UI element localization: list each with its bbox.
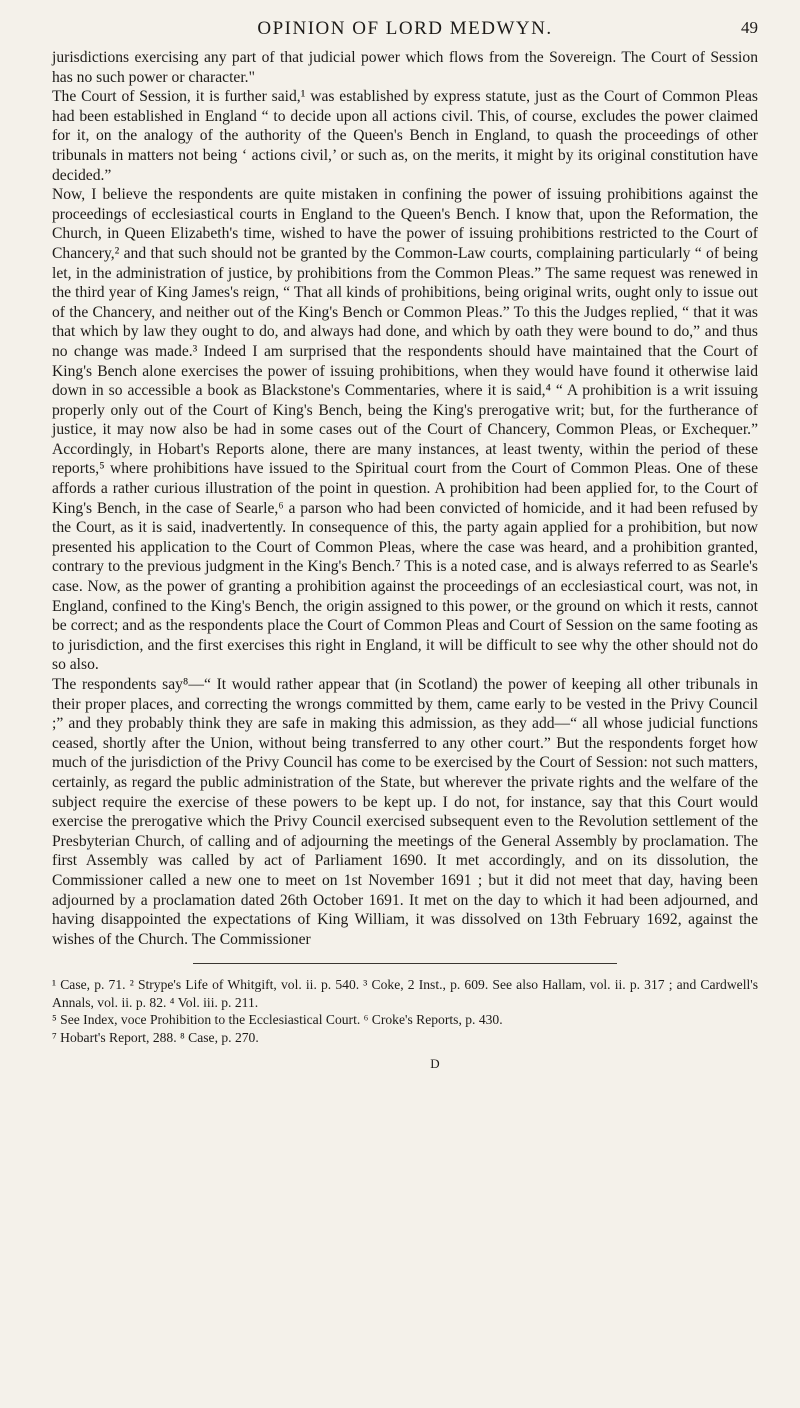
running-head [52,18,758,48]
paragraph-prohibitions: Now, I believe the respondents are quite mistaken in confining the power of issuing prohibitions against the proceedings of ecclesiastical courts in England to the Queen's Bench. I know that, upon the Reformation, the Church, in Queen Elizabeth's time, wished to have the power of issuing prohibitions restricted to the Court of Chancery,² and that such should not be granted by the Common-Law courts, complaining particularly “ of being let, in the administration of justice, by prohibitions from the Common Pleas.” The same request was renewed in the third year of King James's reign, “ That all kinds of prohibitions, being original writs, ought only to issue out of the Chancery, and neither out of the King's Bench or Common Pleas.” To this the Judges replied, “ that it was that which by law they ought to do, and always had done, and which by oath they were bound to do,” and thus no change was made.³ Indeed I am surprised that the respondents should have maintained that the Court of King's Bench alone exercises the power of issuing prohibitions, when they would have found it otherwise laid down in so accessible a book as Blackstone's Commentaries, where it is said,⁴ “ A prohibition is a writ issuing properly only out of the Court of King's Bench, being the King's prerogative writ; but, for the furtherance of justice, it may now also be had in some cases out of the Court of Chancery, Common Pleas, or Exchequer.” Accordingly, in Hobart's Reports alone, there are many instances, at least twenty, within the period of these reports,⁵ where prohibitions have issued to the Spiritual court from the Court of Common Pleas. One of these affords a rather curious illustration of the point in question. A prohibition had been applied for, to the Court of King's Bench, in the case of Searle,⁶ a parson who had been convicted of homicide, and it had been refused by the Court, as it is said, inadvertently. In consequence of this, the party again applied for a prohibition, but now presented his application to the Court of Common Pleas, where the case was heard, and a prohibition granted, contrary to the previous judgment in the King's Bench.⁷ This is a noted case, and is always referred to as Searle's case. Now, as the power of granting a prohibition against the proceedings of an ecclesiastical court, was not, in England, confined to the King's Bench, the origin assigned to this power, or the ground on which it rests, cannot be correct; and as the respondents place the Court of Common Pleas and Court of Session on the same footing as to jurisdiction, and the first exercises this right in England, it will be difficult to see why the other should not do so also. [52,186,758,674]
page-number: 49 [741,18,758,37]
paragraph-privy-council: The respondents say⁸—“ It would rather appear that (in Scotland) the power of keeping all other tribunals in their proper places, and correcting the wrongs committed by them, came early to be vested in the Privy Council ;” and they probably think they are safe in making this admission, as they add—“ all whose judicial functions ceased, shortly after the Union, without being transferred to any other court.” But the respondents forget how much of the jurisdiction of the Privy Council has come to be exercised by the Court of Session: not such matters, certainly, as regard the public administration of the State, but wherever the private rights and the welfare of the subject require the exercise of these powers to be kept up. I do not, for instance, say that this Court would exercise the prerogative which the Privy Council exercised subsequent even to the Revolution settlement of the Presbyterian Church, of calling and of adjourning the meetings of the General Assembly by proclamation. The first Assembly was called by act of Parliament 1690. It met accordingly, and on its dissolution, the Commissioner called a new one to meet on 1st November 1691 ; but it did not meet that day, having been adjourned by a proclamation dated 26th October 1691. It met on the day to which it had been adjourned, and having disappointed the expectations of King William, it was dissolved on 13th February 1692, against the wishes of the Church. The Commissioner [52,676,758,948]
footnote-line: ¹ Case, p. 71. ² Strype's Life of Whitgift, vol. ii. p. 540. ³ Coke, 2 Inst., p. 609. See also Hallam, vol. ii. p. 317 ; and Cardwell's Annals, vol. ii. p. 82. ⁴ Vol. iii. p. 211. [52,977,758,1010]
footnote-rule [193,963,617,964]
footnote-line: ⁵ See Index, voce Prohibition to the Ecclesiastical Court. ⁶ Croke's Reports, p. 430. [52,1012,503,1028]
paragraph-continuation: jurisdictions exercising any part of that judicial power which flows from the Sovereign. The Court of Session has no such power or character." [52,49,758,86]
book-page [52,18,758,1072]
body-text [52,48,758,949]
footnote-line: ⁷ Hobart's Report, 288. ⁸ Case, p. 270. [52,1029,259,1045]
paragraph-court-of-session: The Court of Session, it is further said,¹ was established by express statute, just as the Court of Common Pleas had been established in England “ to decide upon all actions civil. This, of course, excludes the power claimed for it, on the analogy of the authority of the Queen's Bench in England, to quash the proceedings of other tribunals in matters not being ‘ actions civil,’ or such as, on the merits, it might by its original constitution have decided.” [52,88,758,184]
footnotes [52,976,758,1046]
signature-mark: D [430,1055,440,1071]
running-title: OPINION OF LORD MEDWYN. [257,18,553,39]
